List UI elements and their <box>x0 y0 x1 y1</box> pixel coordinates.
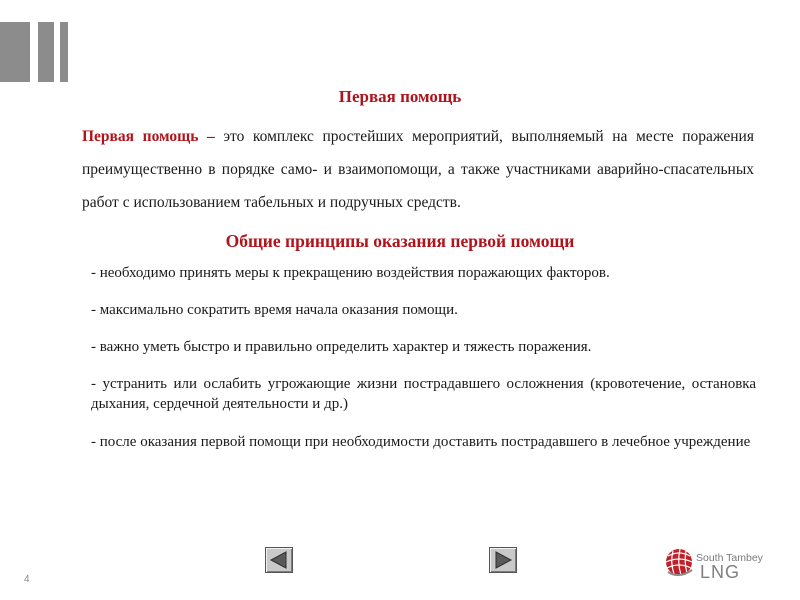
list-item: - устранить или ослабить угрожающие жизни пострадавшего осложнения (кровотечение, остановка дыхания, сердечной деятельности и др.) <box>91 376 756 412</box>
list-item: - максимально сократить время начала оказания помощи. <box>91 302 458 318</box>
next-slide-button[interactable] <box>489 547 517 573</box>
decor-bar-1 <box>0 22 30 82</box>
company-logo <box>664 544 774 584</box>
list-item: - важно уметь быстро и правильно определить характер и тяжесть поражения. <box>91 339 592 355</box>
previous-slide-button[interactable] <box>265 547 293 573</box>
logo-text-line2: LNG <box>700 562 741 582</box>
list-item: - необходимо принять меры к прекращению воздействия поражающих факторов. <box>91 265 610 281</box>
page-number: 4 <box>24 574 30 585</box>
globe-icon <box>664 546 696 580</box>
triangle-left-icon <box>269 551 289 569</box>
triangle-right-icon <box>493 551 513 569</box>
decor-bar-2 <box>38 22 54 82</box>
definition-text: это комплекс простейших мероприятий, выполняемый на месте поражения преимущественно в порядке само- и взаимопомощи, а также участниками аварийно-спасательных работ с использованием табельных и подручных средств. <box>82 128 754 211</box>
list-item: - после оказания первой помощи при необходимости доставить пострадавшего в лечебное учреждение <box>91 434 751 450</box>
definition-paragraph <box>82 120 754 219</box>
principles-list <box>91 263 756 470</box>
definition-term: Первая помощь – <box>82 128 215 145</box>
decor-bar-3 <box>60 22 68 82</box>
slide-title: Первая помощь <box>338 87 462 106</box>
logo-text-line1: South Tambey <box>696 552 763 564</box>
principles-heading: Общие принципы оказания первой помощи <box>225 231 575 251</box>
